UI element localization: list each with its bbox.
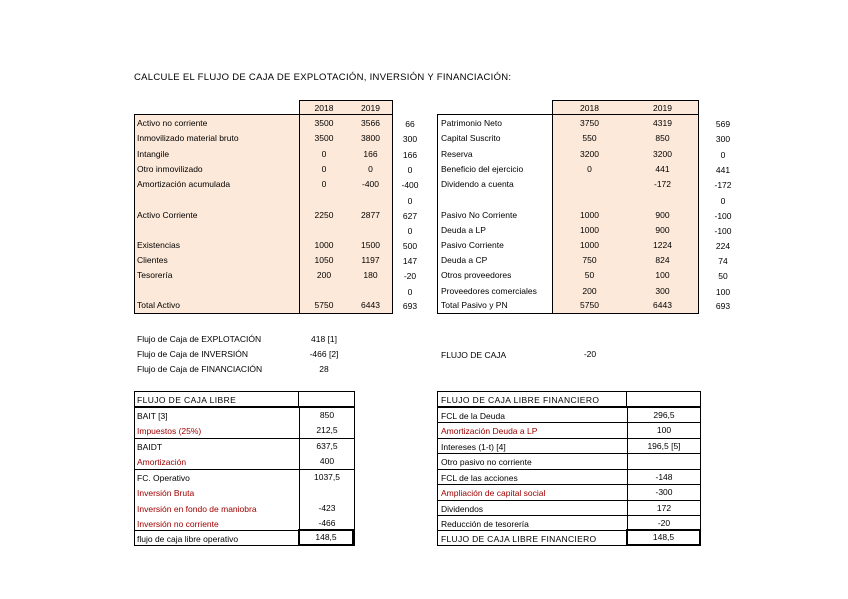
value-diff: -100 bbox=[714, 211, 732, 221]
row-label: Inversión no corriente bbox=[137, 519, 219, 529]
row-value: 400 bbox=[319, 456, 335, 466]
value-2018: 200 bbox=[316, 270, 332, 280]
row-divider bbox=[437, 469, 701, 470]
value-2018: 3200 bbox=[580, 149, 599, 159]
fclf-total-value: 148,5 bbox=[652, 532, 675, 542]
value-diff: 627 bbox=[402, 211, 418, 221]
flujo-caja-label: FLUJO DE CAJA bbox=[441, 350, 507, 360]
value-2018: 1000 bbox=[580, 225, 599, 235]
value-2019: 900 bbox=[655, 225, 670, 235]
value-2018: 1000 bbox=[580, 240, 599, 250]
value-diff: 300 bbox=[715, 134, 731, 144]
row-label: Reducción de tesorería bbox=[441, 519, 529, 529]
value-2019: 1500 bbox=[361, 240, 380, 250]
row-value: 637,5 bbox=[316, 441, 338, 451]
left-year-2019: 2019 bbox=[361, 103, 380, 113]
fclf-header: FLUJO DE CAJA LIBRE FINANCIERO bbox=[441, 395, 600, 405]
row-label: Amortización bbox=[137, 457, 187, 467]
flow-value: 28 bbox=[319, 364, 329, 374]
value-2018: 1050 bbox=[314, 255, 334, 265]
row-label: Activo no corriente bbox=[137, 118, 208, 128]
value-2019: 2877 bbox=[361, 210, 380, 220]
value-diff: 693 bbox=[402, 301, 418, 311]
value-2019: 3566 bbox=[361, 118, 380, 128]
row-value: 296,5 bbox=[653, 410, 675, 420]
value-2019: 3800 bbox=[361, 133, 380, 143]
value-2019: 6443 bbox=[653, 300, 672, 310]
right-year-2018: 2018 bbox=[580, 103, 599, 113]
row-label: Intereses (1-t) [4] bbox=[441, 442, 506, 452]
value-diff: -400 bbox=[401, 180, 419, 190]
row-label: Intangile bbox=[137, 149, 170, 159]
row-divider bbox=[134, 469, 355, 470]
fcl-total-label: flujo de caja libre operativo bbox=[137, 534, 239, 544]
flow-label: Flujo de Caja de EXPLOTACIÓN bbox=[137, 334, 262, 344]
row-value: -300 bbox=[655, 487, 673, 497]
value-2018: 0 bbox=[321, 149, 327, 159]
value-2019: 850 bbox=[655, 133, 670, 143]
value-2019: 300 bbox=[655, 286, 670, 296]
value-diff: 100 bbox=[715, 287, 731, 297]
row-divider bbox=[437, 515, 701, 516]
row-label: Amortización Deuda a LP bbox=[441, 426, 538, 436]
row-label: Capital Suscrito bbox=[441, 133, 501, 143]
col-divider bbox=[299, 407, 300, 531]
row-divider bbox=[437, 438, 701, 439]
row-label: Impuestos (25%) bbox=[137, 426, 202, 436]
row-label: Dividendos bbox=[441, 504, 484, 514]
value-2019: 100 bbox=[655, 270, 670, 280]
value-2019: 1197 bbox=[361, 255, 380, 265]
value-2018: 0 bbox=[587, 164, 592, 174]
value-diff: 0 bbox=[407, 165, 413, 175]
value-diff: 300 bbox=[402, 134, 418, 144]
row-label: BAIT [3] bbox=[137, 411, 168, 421]
row-label: Activo Corriente bbox=[137, 210, 198, 220]
value-diff: 74 bbox=[718, 256, 728, 266]
page-title: CALCULE EL FLUJO DE CAJA DE EXPLOTACIÓN, INVERSIÓN Y FINANCIACIÓN: bbox=[134, 72, 512, 83]
row-label: Deuda a CP bbox=[441, 255, 488, 265]
row-value: -20 bbox=[657, 518, 671, 528]
row-label: Inversión en fondo de maniobra bbox=[137, 504, 257, 514]
row-label: Deuda a LP bbox=[441, 225, 486, 235]
row-label: Beneficio del ejercicio bbox=[441, 164, 524, 174]
value-diff: -172 bbox=[714, 180, 732, 190]
value-diff: 66 bbox=[405, 119, 415, 129]
fcl-total-value: 148,5 bbox=[315, 532, 337, 542]
row-label: Total Activo bbox=[137, 300, 180, 310]
value-diff: 0 bbox=[407, 196, 413, 206]
row-label: Dividendo a cuenta bbox=[441, 179, 514, 189]
value-2018: 1000 bbox=[314, 240, 334, 250]
row-label: Pasivo No Corriente bbox=[441, 210, 518, 220]
row-divider bbox=[437, 500, 701, 501]
row-label: Proveedores comerciales bbox=[441, 286, 537, 296]
fcl-header: FLUJO DE CAJA LIBRE bbox=[137, 395, 237, 405]
row-label: Ampliación de capital social bbox=[441, 488, 546, 498]
row-divider bbox=[437, 407, 701, 408]
value-diff: 224 bbox=[715, 241, 731, 251]
row-divider bbox=[437, 453, 701, 454]
row-label: Otro pasivo no corriente bbox=[441, 457, 532, 467]
row-label: Tesorería bbox=[137, 270, 173, 280]
value-2018: 750 bbox=[582, 255, 597, 265]
value-2018: 0 bbox=[321, 164, 327, 174]
value-2019: 3200 bbox=[653, 149, 672, 159]
row-label: FCL de las acciones bbox=[441, 473, 518, 483]
value-2018: 1000 bbox=[580, 210, 599, 220]
row-value: -423 bbox=[318, 503, 336, 513]
value-diff: 0 bbox=[407, 226, 413, 236]
row-label: Otros proveedores bbox=[441, 270, 512, 280]
row-divider bbox=[437, 422, 701, 423]
row-label: Patrimonio Neto bbox=[441, 118, 502, 128]
row-label: Reserva bbox=[441, 149, 473, 159]
right-year-2019: 2019 bbox=[653, 103, 672, 113]
value-diff: 0 bbox=[720, 196, 726, 206]
row-value: 850 bbox=[319, 410, 335, 420]
row-label: Existencias bbox=[137, 240, 180, 250]
row-value: -466 bbox=[318, 518, 336, 528]
row-divider bbox=[134, 407, 355, 408]
value-2018: 2250 bbox=[314, 210, 334, 220]
value-2019: 900 bbox=[655, 210, 670, 220]
value-2018: 0 bbox=[321, 179, 327, 189]
col-divider bbox=[627, 407, 628, 531]
value-2018: 3750 bbox=[580, 118, 599, 128]
value-2018: 5750 bbox=[580, 300, 599, 310]
value-2019: -400 bbox=[361, 179, 379, 189]
row-value: 196,5 [5] bbox=[647, 441, 681, 451]
value-2019: 4319 bbox=[653, 118, 672, 128]
left-year-2018: 2018 bbox=[314, 103, 334, 113]
flow-value: -466 [2] bbox=[309, 349, 339, 359]
value-diff: 0 bbox=[720, 150, 726, 160]
row-label: Inversión Bruta bbox=[137, 488, 195, 498]
row-value: 212,5 bbox=[316, 425, 338, 435]
row-label: FC. Operativo bbox=[137, 473, 190, 483]
row-value: 1037,5 bbox=[314, 472, 340, 482]
value-2018: 3500 bbox=[314, 118, 334, 128]
value-diff: 500 bbox=[402, 241, 418, 251]
value-diff: 693 bbox=[715, 301, 731, 311]
row-value: 172 bbox=[656, 503, 672, 513]
value-2019: 180 bbox=[363, 270, 378, 280]
row-label: Pasivo Corriente bbox=[441, 240, 504, 250]
value-diff: 0 bbox=[407, 287, 413, 297]
row-divider bbox=[134, 438, 355, 439]
value-diff: 441 bbox=[715, 165, 731, 175]
row-label: Inmovilizado material bruto bbox=[137, 133, 239, 143]
value-2018: 50 bbox=[584, 270, 595, 280]
value-2019: 166 bbox=[363, 149, 378, 159]
row-label: Total Pasivo y PN bbox=[441, 300, 508, 310]
value-2018: 200 bbox=[582, 286, 597, 296]
row-label: FCL de la Deuda bbox=[441, 411, 505, 421]
value-diff: -100 bbox=[714, 226, 732, 236]
flow-value: 418 [1] bbox=[311, 334, 337, 344]
value-2019: 1224 bbox=[653, 240, 672, 250]
row-value: 100 bbox=[656, 425, 672, 435]
value-diff: 147 bbox=[402, 256, 418, 266]
row-value: -148 bbox=[655, 472, 673, 482]
value-2019: 0 bbox=[368, 164, 373, 174]
flow-label: Flujo de Caja de INVERSIÓN bbox=[137, 349, 249, 359]
value-2019: -172 bbox=[653, 179, 671, 189]
value-2019: 6443 bbox=[361, 300, 380, 310]
value-2019: 441 bbox=[655, 164, 670, 174]
row-label: Amortización acumulada bbox=[137, 179, 231, 189]
row-label: Clientes bbox=[137, 255, 168, 265]
value-2018: 5750 bbox=[314, 300, 334, 310]
flujo-caja-value: -20 bbox=[583, 349, 597, 359]
value-2019: 824 bbox=[655, 255, 670, 265]
value-2018: 3500 bbox=[314, 133, 334, 143]
value-diff: 569 bbox=[715, 119, 731, 129]
fclf-total-label: FLUJO DE CAJA LIBRE FINANCIERO bbox=[441, 534, 597, 544]
value-diff: 166 bbox=[402, 150, 418, 160]
row-label: Otro inmovilizado bbox=[137, 164, 203, 174]
value-diff: 50 bbox=[718, 271, 728, 281]
value-2018: 550 bbox=[582, 133, 597, 143]
value-diff: -20 bbox=[403, 271, 417, 281]
row-divider bbox=[437, 484, 701, 485]
row-label: BAIDT bbox=[137, 442, 163, 452]
flow-label: Flujo de Caja de FINANCIACIÓN bbox=[137, 364, 263, 374]
